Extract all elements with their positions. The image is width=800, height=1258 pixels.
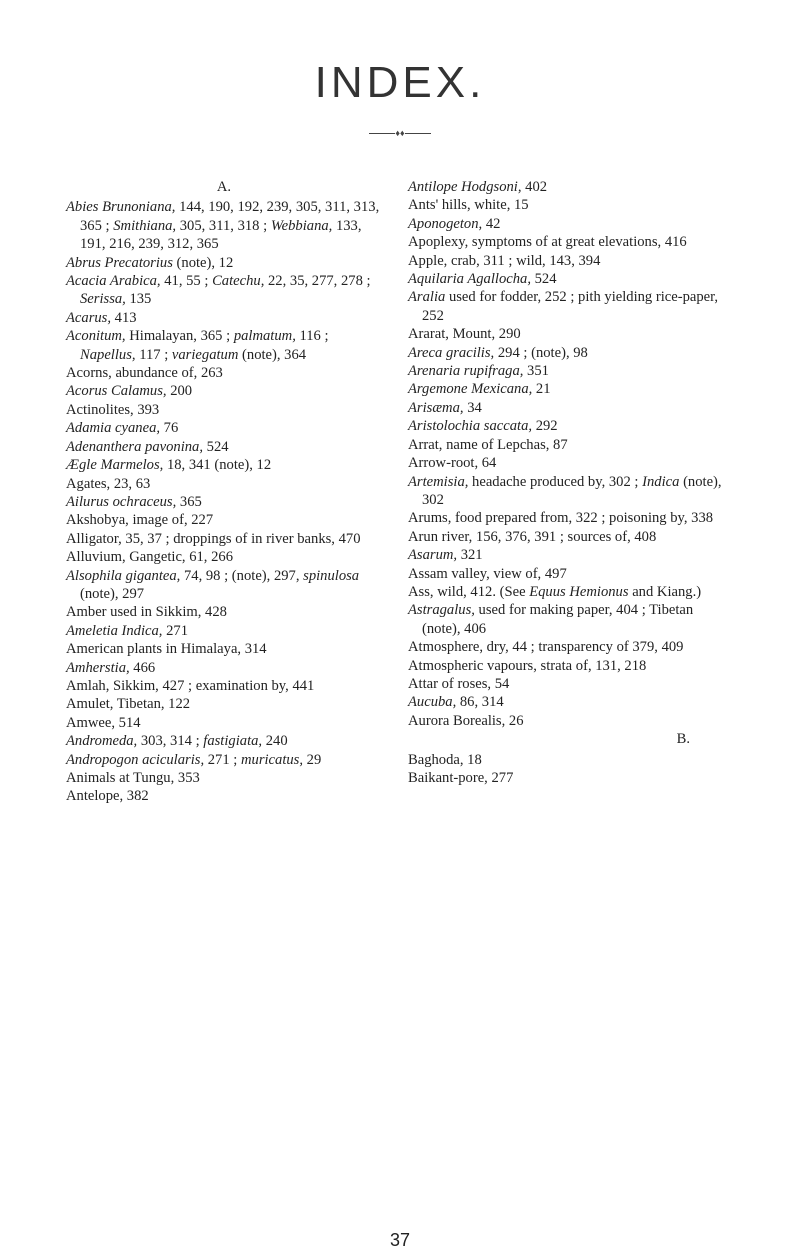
- index-entry: [66, 530, 382, 548]
- index-entry: [408, 769, 730, 787]
- entry-text: 200: [166, 383, 193, 400]
- entry-text: 42: [482, 215, 501, 232]
- index-entry: [66, 751, 382, 769]
- index-column-left: [66, 178, 382, 806]
- entry-text: Atmosphere, dry, 44 ; transparency of 379, 409: [408, 639, 684, 656]
- index-entry: [408, 380, 730, 398]
- index-entry: [66, 787, 382, 805]
- entry-text: 271: [162, 622, 188, 639]
- entry-text: Apoplexy, symptoms of at great elevations, 416: [408, 234, 687, 251]
- entry-text: (note), 302: [422, 473, 722, 508]
- index-entry: [408, 712, 730, 730]
- index-entry: [408, 528, 730, 546]
- divider-ornament: [362, 128, 438, 138]
- entry-italic-term: Ameletia Indica,: [66, 622, 163, 639]
- index-entry: [408, 178, 730, 196]
- entry-text: 116 ;: [295, 328, 329, 345]
- entry-text: Baikant-pore, 277: [408, 770, 514, 786]
- index-entry: [408, 233, 730, 251]
- index-entry: [408, 399, 730, 417]
- index-entry: [66, 493, 382, 511]
- section-heading-a: A.: [216, 179, 232, 195]
- entry-text: Amber used in Sikkim, 428: [66, 604, 227, 621]
- entry-text: 21: [532, 381, 551, 398]
- entry-text: used for making paper, 404 ; Tibetan (note), 406: [422, 602, 694, 637]
- index-entry: [408, 693, 730, 711]
- entry-italic-term: Aristolochia saccata,: [408, 418, 533, 435]
- entry-text: (note), 364: [238, 346, 307, 363]
- entry-italic-term: Webbiana,: [270, 217, 333, 234]
- index-entry: [66, 456, 382, 474]
- entry-text: 18, 341 (note), 12: [163, 457, 272, 474]
- entry-italic-term: Aconitum,: [66, 328, 126, 345]
- index-entry: [408, 454, 730, 472]
- entry-text: headache produced by, 302 ;: [468, 473, 643, 490]
- entry-text: (note), 12: [172, 254, 234, 271]
- entry-text: American plants in Himalaya, 314: [66, 641, 267, 658]
- index-entry: [66, 714, 382, 732]
- entry-text: Acorns, abundance of, 263: [66, 365, 223, 382]
- entry-italic-term: Andropogon acicularis,: [66, 751, 205, 768]
- index-entry: [408, 657, 730, 675]
- entry-italic-term: Aponogeton,: [408, 215, 483, 232]
- index-entry: [66, 695, 382, 713]
- entry-text: Amlah, Sikkim, 427 ; examination by, 441: [66, 677, 315, 694]
- entry-italic-term: Napellus,: [80, 346, 136, 363]
- entry-italic-term: variegatum: [171, 346, 239, 363]
- entry-text: Aurora Borealis, 26: [408, 712, 524, 729]
- index-entry: [408, 565, 730, 583]
- entry-italic-term: Catechu,: [212, 273, 265, 290]
- entry-italic-term: Aralia: [408, 289, 446, 306]
- page-number: 37: [389, 1230, 411, 1250]
- entry-italic-term: Aquilaria Agallocha,: [408, 271, 531, 288]
- entry-text: Alligator, 35, 37 ; droppings of in river banks, 470: [66, 530, 361, 547]
- index-entry: [408, 509, 730, 527]
- index-entry: [66, 622, 382, 640]
- entry-text: 76: [160, 420, 179, 437]
- index-entry: [66, 677, 382, 695]
- index-entry: [408, 362, 730, 380]
- entry-italic-term: Smithiana,: [113, 217, 177, 234]
- entry-text: 351: [523, 363, 549, 380]
- entry-text: Amwee, 514: [66, 714, 141, 731]
- entry-italic-term: palmatum,: [233, 328, 296, 345]
- ornament-glyph: ♦♦: [395, 128, 405, 138]
- entry-text: Alluvium, Gangetic, 61, 266: [66, 549, 233, 566]
- entry-italic-term: Indica: [642, 473, 680, 490]
- entry-text: 402: [521, 179, 548, 195]
- index-entry: [408, 473, 730, 510]
- page-title: INDEX.: [314, 58, 486, 107]
- entry-italic-term: Acarus,: [66, 309, 111, 326]
- entry-text: 413: [111, 309, 137, 326]
- entry-list-right-b: [408, 751, 730, 788]
- entry-italic-term: Alsophila gigantea,: [66, 567, 181, 584]
- index-entry: [66, 254, 382, 272]
- entry-text: 524: [530, 271, 557, 288]
- index-entry: [66, 364, 382, 382]
- entry-italic-term: Asarum,: [408, 547, 458, 564]
- index-entry: [408, 546, 730, 564]
- index-entry: [66, 548, 382, 566]
- entry-text: 144, 190, 192, 239, 305, 311, 313, 365 ;: [80, 199, 380, 234]
- entry-italic-term: Serissa,: [80, 291, 126, 308]
- entry-italic-term: Acorus Calamus,: [66, 383, 167, 400]
- index-entry: [66, 309, 382, 327]
- entry-text: 135: [125, 291, 152, 308]
- entry-italic-term: Astragalus,: [408, 602, 475, 619]
- entry-text: Amulet, Tibetan, 122: [66, 696, 191, 713]
- index-entry: [408, 344, 730, 362]
- index-entry: [66, 327, 382, 364]
- index-entry: [66, 401, 382, 419]
- entry-text: Atmospheric vapours, strata of, 131, 218: [408, 657, 647, 674]
- entry-text: Antelope, 382: [66, 788, 149, 805]
- index-entry: [408, 675, 730, 693]
- entry-text: (note), 297: [80, 585, 145, 602]
- entry-text: Animals at Tungu, 353: [66, 770, 200, 786]
- entry-text: 86, 314: [456, 694, 504, 711]
- entry-text: Ants' hills, white, 15: [408, 197, 529, 214]
- index-entry: [408, 751, 730, 769]
- entry-italic-term: Andromeda,: [66, 733, 138, 750]
- index-entry: [408, 196, 730, 214]
- entry-text: Baghoda, 18: [408, 751, 482, 768]
- entry-italic-term: Argemone Mexicana,: [408, 381, 533, 398]
- entry-italic-term: spinulosa: [303, 567, 360, 584]
- entry-italic-term: Artemisia,: [408, 473, 469, 490]
- entry-italic-term: Amherstia,: [66, 659, 130, 676]
- entry-italic-term: Arenaria rupifraga,: [408, 363, 524, 380]
- index-entry: [66, 419, 382, 437]
- index-entry: [408, 288, 730, 325]
- entry-italic-term: Abrus Precatorius: [66, 254, 173, 271]
- entry-text: 294 ; (note), 98: [494, 344, 588, 361]
- index-entry: [408, 601, 730, 638]
- entry-italic-term: Acacia Arabica,: [66, 273, 161, 290]
- index-entry: [66, 640, 382, 658]
- index-entry: [66, 769, 382, 787]
- index-entry: [66, 659, 382, 677]
- entry-text: Actinolites, 393: [66, 401, 160, 418]
- entry-italic-term: Aucuba,: [408, 694, 457, 711]
- entry-italic-term: Ailurus ochraceus,: [66, 493, 177, 510]
- section-heading-b: B.: [676, 731, 690, 748]
- entry-text: 271 ;: [204, 751, 241, 768]
- entry-text: 466: [129, 659, 156, 676]
- entry-list-right: [408, 178, 730, 730]
- index-entry: [408, 417, 730, 435]
- entry-italic-term: Adamia cyanea,: [66, 420, 161, 437]
- entry-text: 524: [203, 438, 229, 455]
- entry-italic-term: Equus Hemionus: [529, 583, 629, 600]
- index-entry: [408, 436, 730, 454]
- entry-text: used for fodder, 252 ; pith yielding rice-paper, 252: [422, 289, 719, 324]
- entry-text: 305, 311, 318 ;: [176, 217, 271, 234]
- entry-text: 303, 314 ;: [137, 733, 204, 750]
- entry-italic-term: Areca gracilis,: [408, 344, 495, 361]
- index-entry: [66, 567, 382, 604]
- entry-text: 41, 55 ;: [160, 273, 213, 290]
- entry-text: 29: [303, 751, 322, 768]
- index-entry: [66, 198, 382, 253]
- entry-text: Attar of roses, 54: [408, 675, 510, 692]
- entry-italic-term: Arisæma,: [408, 399, 464, 416]
- index-entry: [408, 270, 730, 288]
- entry-text: 34: [463, 399, 482, 416]
- index-entry: [408, 252, 730, 270]
- entry-text: Assam valley, view of, 497: [408, 565, 567, 582]
- entry-text: Himalayan, 365 ;: [125, 328, 234, 345]
- entry-text: 292: [532, 418, 558, 435]
- index-column-right: [408, 178, 730, 787]
- index-entry: [66, 603, 382, 621]
- entry-list-left: [66, 198, 382, 805]
- entry-italic-term: Adenanthera pavonina,: [66, 438, 203, 455]
- entry-text: 240: [262, 733, 288, 750]
- index-entry: [66, 272, 382, 309]
- index-entry: [66, 382, 382, 400]
- entry-italic-term: Ægle Marmelos,: [66, 457, 164, 474]
- entry-text: Agates, 23, 63: [66, 475, 151, 492]
- entry-italic-term: Abies Brunoniana,: [66, 199, 176, 216]
- entry-text: 74, 98 ; (note), 297,: [180, 567, 304, 584]
- entry-text: Arrow-root, 64: [408, 455, 497, 472]
- index-entry: [66, 475, 382, 493]
- entry-text: Apple, crab, 311 ; wild, 143, 394: [408, 252, 601, 269]
- entry-text: Ass, wild, 412. (See: [408, 583, 530, 600]
- entry-text: Arrat, name of Lepchas, 87: [408, 436, 568, 453]
- index-entry: [66, 511, 382, 529]
- entry-text: 117 ;: [135, 346, 172, 363]
- entry-text: Arun river, 156, 376, 391 ; sources of, 408: [408, 528, 657, 545]
- entry-text: 321: [457, 547, 483, 564]
- index-entry: [408, 215, 730, 233]
- index-entry: [66, 438, 382, 456]
- entry-italic-term: muricatus,: [240, 751, 304, 768]
- entry-text: Akshobya, image of, 227: [66, 512, 214, 529]
- entry-text: Arums, food prepared from, 322 ; poisoning by, 338: [408, 510, 714, 527]
- entry-italic-term: Antilope Hodgsoni,: [408, 179, 522, 195]
- entry-text: Ararat, Mount, 290: [408, 326, 521, 343]
- index-entry: [408, 583, 730, 601]
- index-entry: [408, 638, 730, 656]
- index-entry: [66, 732, 382, 750]
- entry-text: and Kiang.): [628, 583, 702, 600]
- entry-text: 22, 35, 277, 278 ;: [264, 273, 371, 290]
- entry-italic-term: fastigiata,: [203, 733, 263, 750]
- entry-text: 133, 191, 216, 239, 312, 365: [80, 217, 362, 253]
- index-entry: [408, 325, 730, 343]
- entry-text: 365: [176, 493, 202, 510]
